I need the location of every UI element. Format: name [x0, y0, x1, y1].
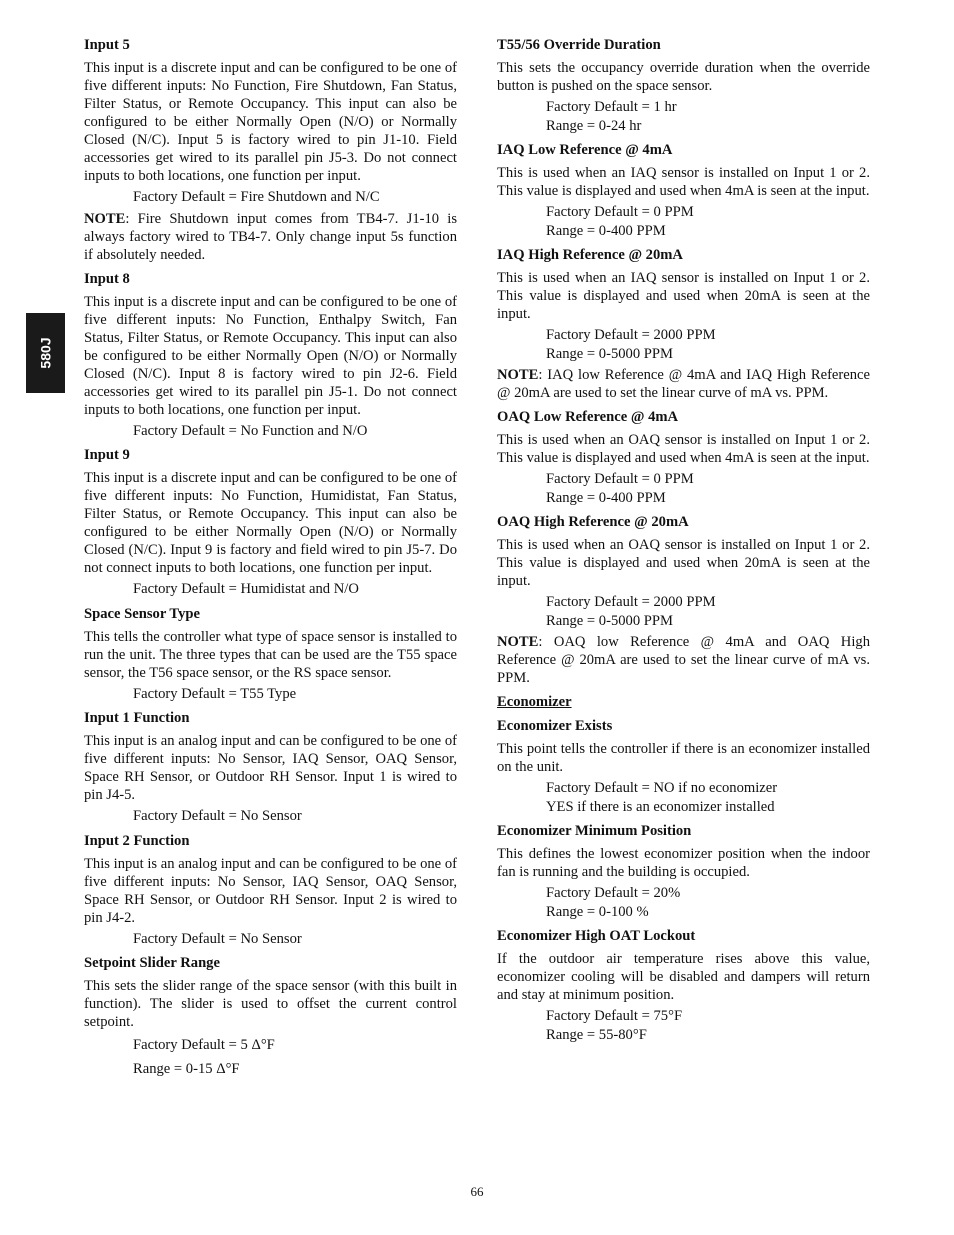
heading-input-1: Input 1 Function: [84, 710, 190, 726]
range-slider: Range = 0-15 Δ°F: [133, 1060, 240, 1077]
right-column: [497, 36, 870, 1050]
heading-input-8: Input 8: [84, 270, 130, 287]
default-oaq-high: Factory Default = 2000 PPM: [546, 594, 716, 610]
range-econ-min: Range = 0-100 %: [546, 903, 649, 920]
body-econ-lockout: If the outdoor air temperature rises above this value, economizer cooling will be disabled and dampers will return and stay at minimum position.: [497, 951, 870, 1003]
default-iaq-high: Factory Default = 2000 PPM: [546, 327, 716, 343]
side-tab-label: 580J: [37, 337, 54, 369]
body-econ-exists: This point tells the controller if there is an economizer installed on the unit.: [497, 741, 870, 775]
note-oaq: [497, 633, 870, 687]
default-econ-min: Factory Default = 20%: [546, 885, 681, 901]
body-iaq-high: This is used when an IAQ sensor is installed on Input 1 or 2. This value is displayed and used when 20mA is seen at the input.: [497, 270, 870, 322]
heading-iaq-high: IAQ High Reference @ 20mA: [497, 247, 683, 263]
section-input-8: [84, 270, 457, 441]
heading-slider: Setpoint Slider Range: [84, 955, 220, 971]
section-space-sensor: [84, 605, 457, 704]
section-oaq-low: [497, 408, 870, 507]
left-column: [84, 36, 457, 1084]
default-override: Factory Default = 1 hr: [546, 99, 677, 115]
body-space-sensor: This tells the controller what type of space sensor is installed to run the unit. The three types that can be used are the T55 space sensor, the T56 space sensor, or the RS space sensor.: [84, 628, 457, 681]
default-input-2: Factory Default = No Sensor: [133, 930, 302, 947]
heading-oaq-low: OAQ Low Reference @ 4mA: [497, 409, 679, 425]
section-input-2: [84, 832, 457, 949]
default-input-8: Factory Default = No Function and N/O: [133, 422, 368, 439]
note-label: NOTE: [497, 367, 539, 383]
default-input-5: Factory Default = Fire Shutdown and N/C: [133, 189, 380, 205]
note-input-5: [84, 210, 457, 264]
section-iaq-high: [497, 246, 870, 402]
note-iaq: [497, 366, 870, 402]
note-text: : IAQ low Reference @ 4mA and IAQ High Reference @ 20mA are used to set the linear curve of mA vs. PPM.: [497, 367, 870, 401]
heading-econ-lockout: Economizer High OAT Lockout: [497, 928, 696, 944]
range-oaq-high: Range = 0-5000 PPM: [546, 612, 674, 629]
note-label: NOTE: [497, 634, 539, 650]
section-econ-lockout: [497, 927, 870, 1044]
range-iaq-high: Range = 0-5000 PPM: [546, 345, 674, 362]
default-input-9: Factory Default = Humidistat and N/O: [133, 581, 359, 597]
heading-input-5: Input 5: [84, 37, 130, 53]
page-number: 66: [470, 1184, 484, 1199]
body-iaq-low: This is used when an IAQ sensor is installed on Input 1 or 2. This value is displayed and used when 4mA is seen at the input.: [497, 165, 870, 199]
default-iaq-low: Factory Default = 0 PPM: [546, 204, 694, 220]
range-oaq-low: Range = 0-400 PPM: [546, 489, 666, 506]
body-input-8: This input is a discrete input and can be configured to be one of five different inputs: No Function, Enthalpy Switch, Fan Status, Filter Status, or Remote Occupancy. This input can also be configured to be either Normally Open (N/O) or Normally Closed (N/C). Input 8 is factory wired to pin J2-6. Field accessories get wired to its parallel pin J5-1. Do not connect inputs to both locations, one function per input.: [84, 293, 457, 418]
default-oaq-low: Factory Default = 0 PPM: [546, 471, 694, 487]
default-input-1: Factory Default = No Sensor: [133, 808, 302, 824]
section-econ-exists: [497, 717, 870, 816]
heading-economizer: Economizer: [497, 694, 572, 710]
section-override: [497, 36, 870, 135]
note-text: : Fire Shutdown input comes from TB4-7. J1-10 is always factory wired to TB4-7. Only change input 5s function if absolutely needed.: [84, 210, 457, 263]
heading-iaq-low: IAQ Low Reference @ 4mA: [497, 142, 673, 158]
section-iaq-low: [497, 141, 870, 240]
heading-input-9: Input 9: [84, 447, 130, 463]
range-econ-lockout: Range = 55-80°F: [546, 1026, 647, 1043]
section-input-1: [84, 709, 457, 826]
section-input-9: [84, 446, 457, 599]
body-input-5: This input is a discrete input and can be configured to be one of five different inputs: No Function, Fire Shutdown, Fan Status, Filter Status, or Remote Occupancy. This input can also be configured to be either Normally Open (N/O) or Normally Closed (N/C). Input 5 is factory wired to pin J1-10. Field accessories get wired to its parallel pin J5-3. Do not connect inputs to both locations, one function per input.: [84, 60, 457, 184]
section-econ-min: [497, 822, 870, 921]
heading-oaq-high: OAQ High Reference @ 20mA: [497, 514, 689, 530]
note-text: : OAQ low Reference @ 4mA and OAQ High Reference @ 20mA are used to set the linear curve of mA vs. PPM.: [497, 634, 870, 686]
section-oaq-high: [497, 513, 870, 687]
section-slider: [84, 954, 457, 1078]
range-override: Range = 0-24 hr: [546, 117, 642, 134]
range-iaq-low: Range = 0-400 PPM: [546, 222, 666, 239]
body-oaq-high: This is used when an OAQ sensor is installed on Input 1 or 2. This value is displayed and used when 20mA is seen at the input.: [497, 537, 870, 589]
default-space-sensor: Factory Default = T55 Type: [133, 685, 297, 702]
default-slider: Factory Default = 5 Δ°F: [133, 1037, 275, 1053]
heading-override: T55/56 Override Duration: [497, 37, 661, 53]
body-slider: This sets the slider range of the space sensor (with this built in function). The slider is used to offset the current control setpoint.: [84, 978, 457, 1030]
body-input-2: This input is an analog input and can be configured to be one of five different inputs: No Sensor, IAQ Sensor, OAQ Sensor, Space RH Sensor, or Outdoor RH Sensor. Input 2 is wired to pin J4-2.: [84, 855, 457, 926]
range-econ-exists: YES if there is an economizer installed: [546, 798, 775, 815]
heading-econ-min: Economizer Minimum Position: [497, 823, 692, 839]
heading-space-sensor: Space Sensor Type: [84, 605, 200, 622]
section-input-5: [84, 36, 457, 264]
body-override: This sets the occupancy override duration when the override button is pushed on the space sensor.: [497, 60, 870, 94]
body-input-9: This input is a discrete input and can be configured to be one of five different inputs: No Function, Humidistat, Fan Status, Filter Status, or Remote Occupancy. This input can also be configured to be either Normally Open (N/O) or Normally Closed (N/C). Input 9 is factory and field wired to pin J5-7. Do not connect inputs to both locations, one function per input.: [84, 470, 457, 576]
default-econ-lockout: Factory Default = 75°F: [546, 1008, 683, 1024]
body-oaq-low: This is used when an OAQ sensor is installed on Input 1 or 2. This value is displayed and used when 4mA is seen at the input.: [497, 432, 870, 466]
heading-econ-exists: Economizer Exists: [497, 718, 613, 734]
default-econ-exists: Factory Default = NO if no economizer: [546, 780, 778, 796]
body-input-1: This input is an analog input and can be configured to be one of five different inputs: No Sensor, IAQ Sensor, OAQ Sensor, Space RH Sensor, or Outdoor RH Sensor. Input 1 is wired to pin J4-5.: [84, 733, 457, 803]
note-label: NOTE: [84, 210, 126, 227]
heading-input-2: Input 2 Function: [84, 832, 190, 849]
body-econ-min: This defines the lowest economizer position when the indoor fan is running and the building is occupied.: [497, 846, 870, 880]
side-tab: [26, 313, 65, 393]
